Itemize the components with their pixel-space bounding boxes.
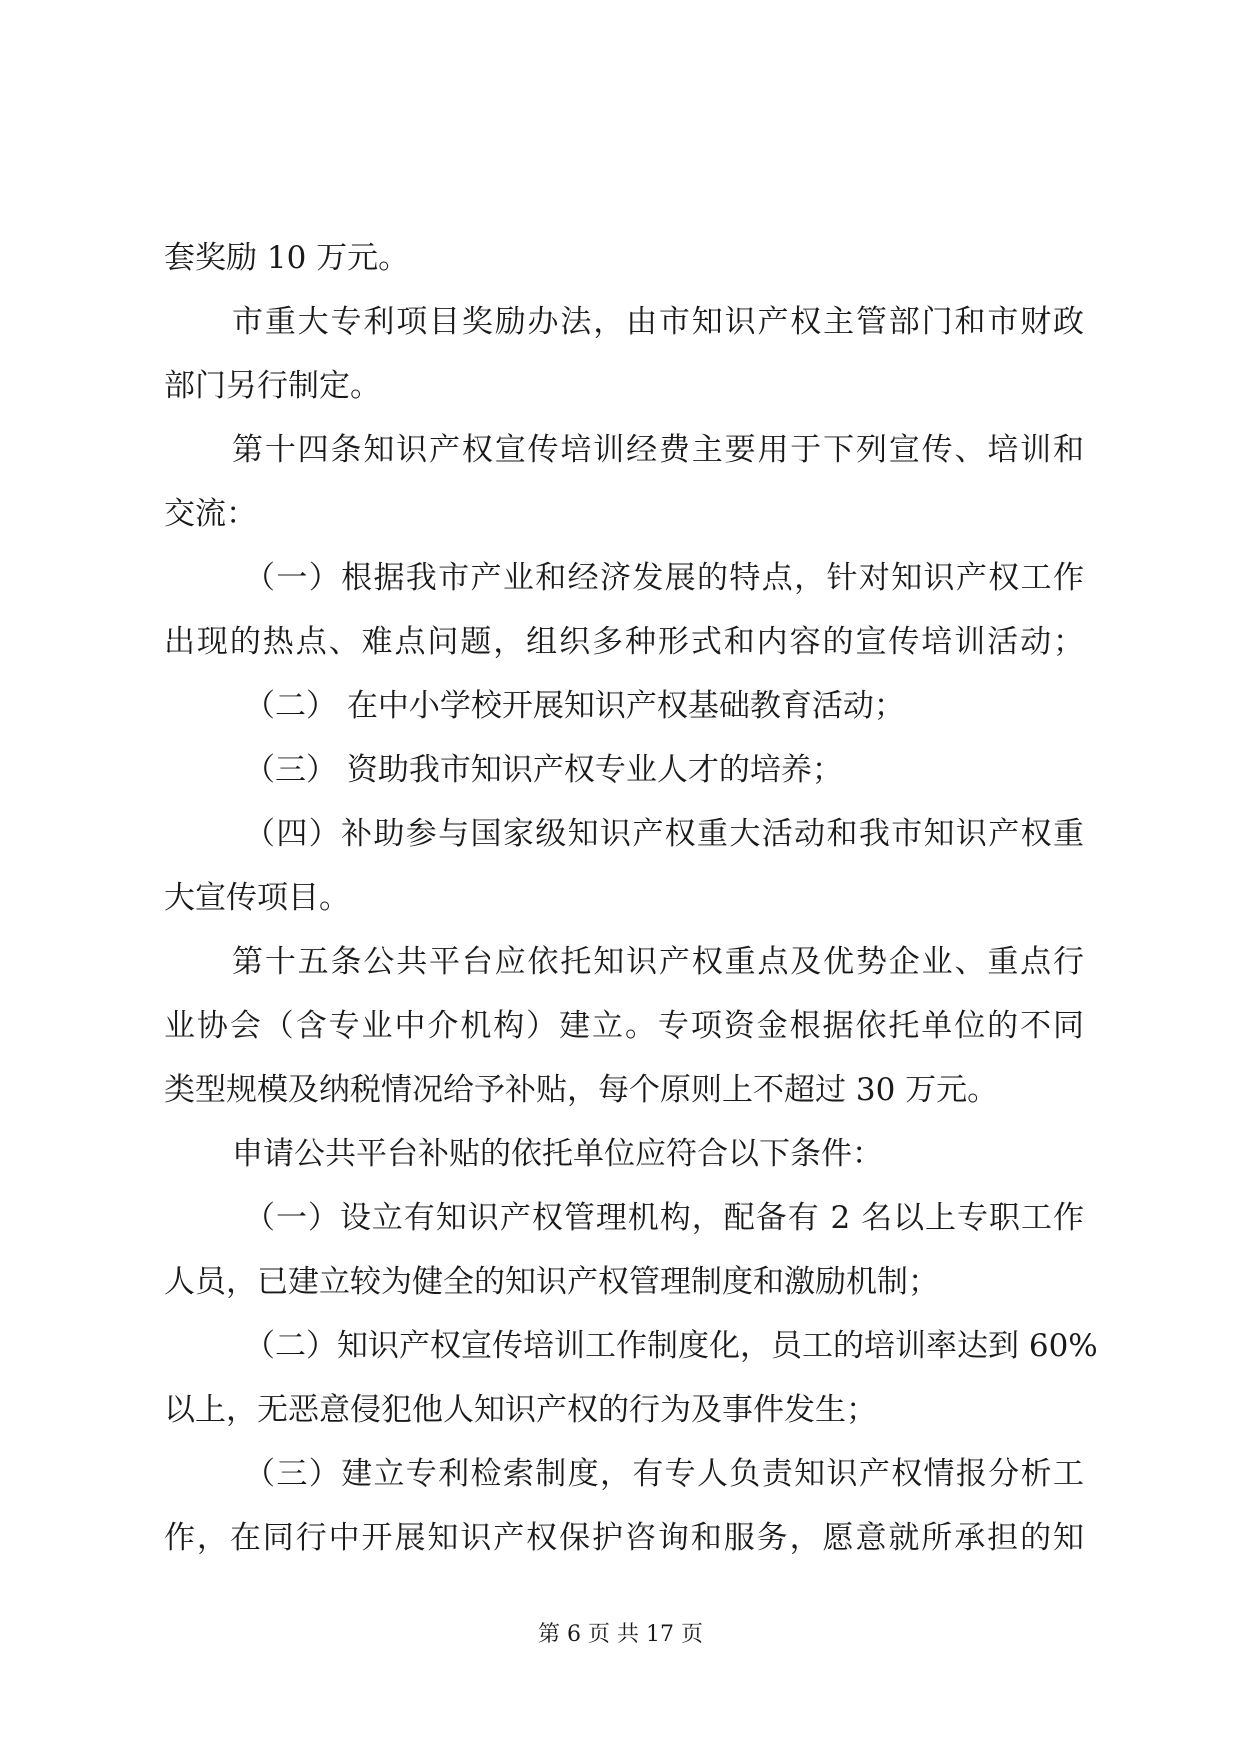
text-line-20: （三）建立专利检索制度，有专人负责知识产权情报分析工 [244,1456,1084,1492]
text-line-14: 类型规模及纳税情况给予补贴，每个原则上不超过 30 万元。 [164,1072,999,1108]
text-line-17: 人员，已建立较为健全的知识产权管理制度和激励机制； [164,1264,939,1300]
document-body [164,226,1098,1570]
text-line-7: 出现的热点、难点问题，组织多种形式和内容的宣传培训活动； [164,624,1084,660]
text-line-3: 部门另行制定。 [164,368,381,404]
text-line-19: 以上，无恶意侵犯他人知识产权的行为及事件发生； [164,1392,877,1428]
text-line-13: 业协会（含专业中介机构）建立。专项资金根据依托单位的不同 [164,1008,1084,1044]
text-line-4: 第十四条知识产权宣传培训经费主要用于下列宣传、培训和 [232,432,1084,468]
page-number-footer: 第 6 页 共 17 页 [538,1622,703,1647]
text-line-12: 第十五条公共平台应依托知识产权重点及优势企业、重点行 [232,944,1084,980]
text-line-21: 作，在同行中开展知识产权保护咨询和服务，愿意就所承担的知 [164,1520,1084,1556]
text-line-8: （二） 在中小学校开展知识产权基础教育活动； [244,688,905,724]
text-line-1: 套奖励 10 万元。 [164,240,410,276]
text-line-9: （三） 资助我市知识产权专业人才的培养； [244,752,843,788]
text-line-2: 市重大专利项目奖励办法，由市知识产权主管部门和市财政 [232,304,1084,340]
text-line-16: （一）设立有知识产权管理机构，配备有 2 名以上专职工作 [244,1200,1084,1236]
text-line-5: 交流： [164,496,257,532]
text-line-6: （一）根据我市产业和经济发展的特点，针对知识产权工作 [244,560,1084,596]
text-line-18: （二）知识产权宣传培训工作制度化，员工的培训率达到 60% [244,1328,1098,1364]
text-line-11: 大宣传项目。 [164,880,350,916]
text-line-10: （四）补助参与国家级知识产权重大活动和我市知识产权重 [244,816,1084,852]
text-line-15: 申请公共平台补贴的依托单位应符合以下条件： [232,1136,883,1172]
